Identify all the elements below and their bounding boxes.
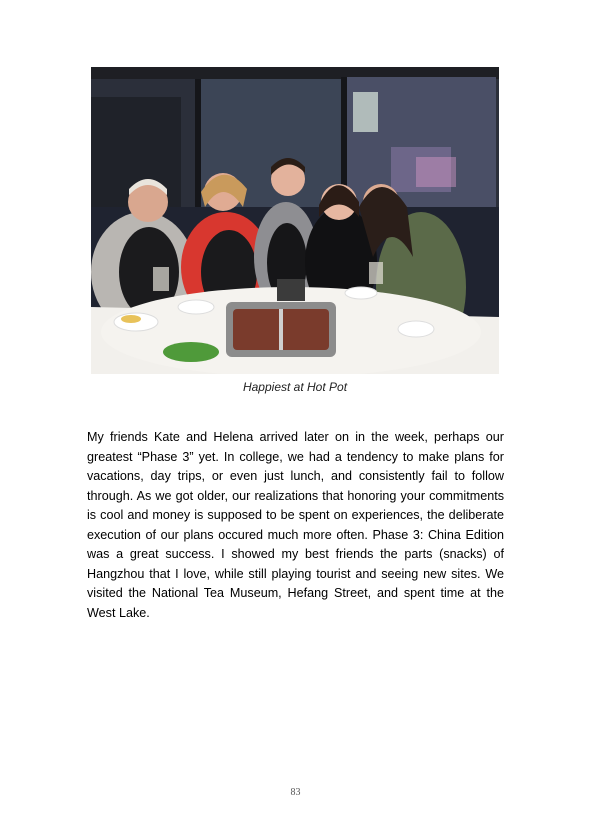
body-paragraph: My friends Kate and Helena arrived later on in the week, perhaps our greatest “Phase 3” yet. In college, we had a tendency to make plans for vacations, day trips, or even just lunch, and consistently fail to follow through. As we got older, our realizations that honoring your commitments is cool and money is supposed to be spent on experiences, the deliberate execution of our plans occured much more often. Phase 3: China Edition was a great success. I showed my best friends the parts (snacks) of Hangzhou that I love, while still playing tourist and seeing new sites. We visited the National Tea Museum, Hefang Street, and spent time at the West Lake. <box>87 430 504 620</box>
page-number: 83 <box>290 787 301 798</box>
photo-illustration <box>91 67 499 374</box>
group-photo <box>91 67 499 374</box>
figure-caption: Happiest at Hot Pot <box>242 380 348 394</box>
